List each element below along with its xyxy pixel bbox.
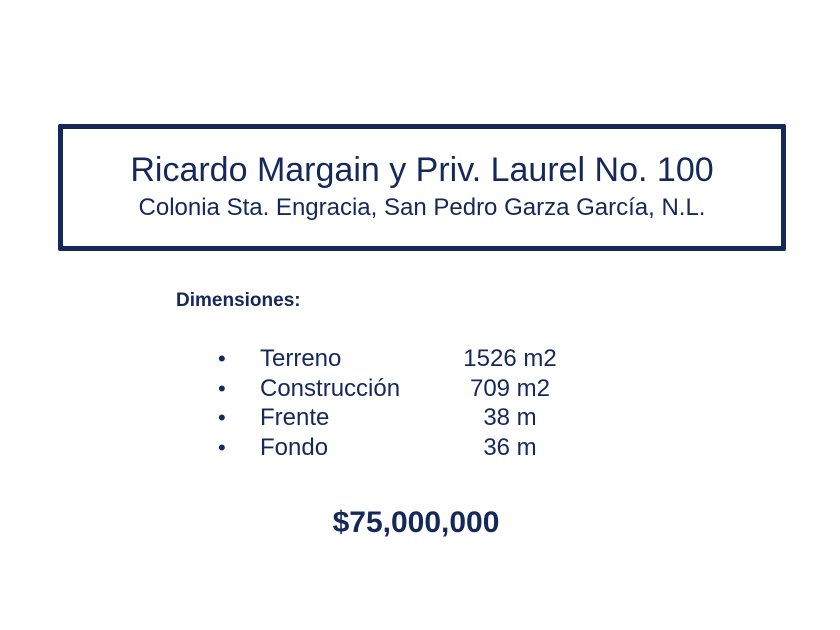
dimension-item-fondo [218,433,578,463]
bullet-icon: • [218,375,226,401]
address-subtitle: Colonia Sta. Engracia, San Pedro Garza García, N.L. [138,194,706,221]
dimension-item-frente [218,403,578,433]
address-title: Ricardo Margain y Priv. Laurel No. 100 [130,151,714,189]
price: $75,000,000 [332,506,500,539]
dimension-label: Fondo [260,433,329,461]
dimension-value: 38 m [483,404,537,431]
dimension-value: 36 m [483,433,537,461]
dimension-item-terreno [218,344,578,374]
dimensions-list [218,344,578,462]
dimension-value: 709 m2 [469,374,551,402]
bullet-icon: • [218,346,226,371]
dimension-label: Frente [260,404,330,431]
dimensions-heading: Dimensiones: [176,290,301,311]
dimension-label: Terreno [260,345,342,372]
dimension-item-construccion [218,374,578,404]
dimension-value: 1526 m2 [463,345,557,372]
address-box [58,124,786,251]
dimension-label: Construcción [260,374,401,402]
bullet-icon: • [218,405,226,430]
bullet-icon: • [218,434,226,460]
